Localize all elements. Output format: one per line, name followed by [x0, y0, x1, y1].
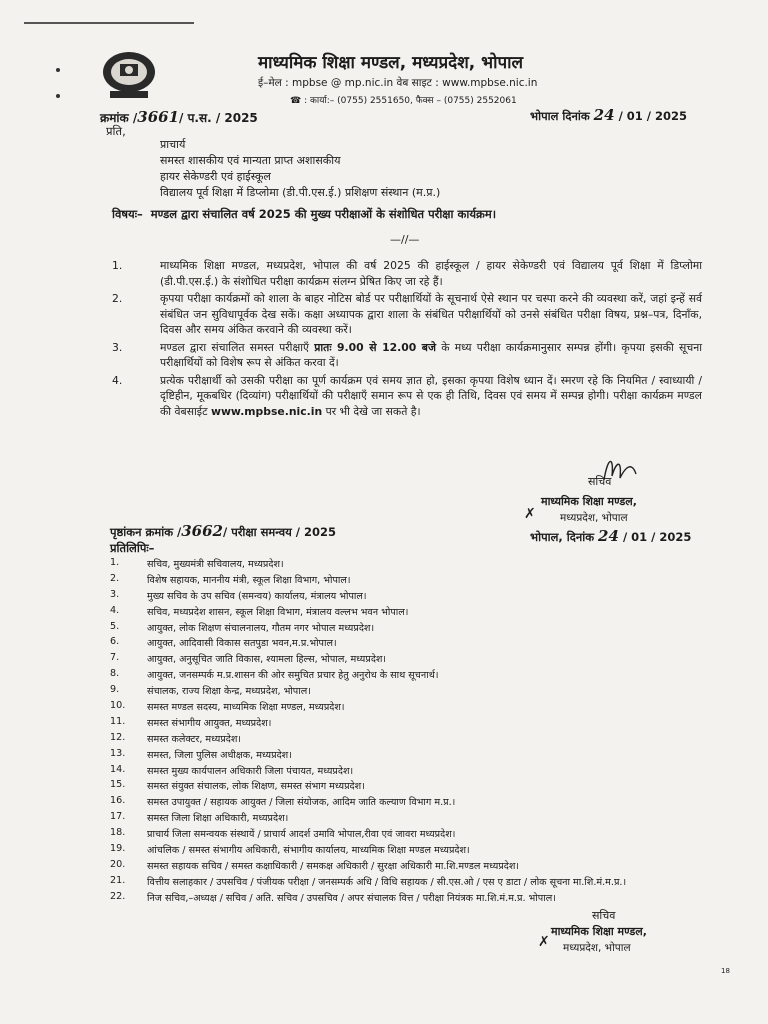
copy-recipient-item — [110, 605, 710, 621]
addressee-line: विद्यालय पूर्व शिक्षा में डिप्लोमा (डी.पी.एस.ई.) प्रशिक्षण संस्थान (म.प्र.) — [160, 186, 441, 199]
copy-recipient-item — [110, 557, 710, 573]
date-prefix: भोपाल दिनांक — [530, 109, 590, 123]
copy-recipient-item — [110, 891, 710, 907]
copy-recipient-number: 18. — [110, 827, 126, 839]
copy-recipient-text: विशेष सहायक, माननीय मंत्री, स्कूल शिक्षा विभाग, भोपाल। — [147, 574, 351, 586]
copy-to-label: प्रतिलिपिः– — [110, 541, 155, 555]
ref-prefix: क्रमांक / — [100, 111, 138, 125]
copy-recipient-text: संचालक, राज्य शिक्षा केन्द्र, मध्यप्रदेश, भोपाल। — [147, 686, 311, 698]
copy-recipient-number: 20. — [110, 858, 126, 870]
letter-date — [530, 106, 687, 124]
top-rule — [24, 22, 194, 24]
copy-recipient-number: 3. — [110, 588, 120, 600]
copy-recipient-text: निज सचिव,–अध्यक्ष / सचिव / अति. सचिव / उपसचिव / अपर संचालक वित्त / परीक्षा नियंत्रक मा.शि.मं.म.प्र. भोपाल। — [147, 892, 556, 904]
paragraph-number: 3. — [112, 340, 123, 354]
copy-recipient-text: समस्त जिला शिक्षा अधिकारी, मध्यप्रदेश। — [147, 813, 289, 825]
copy-recipient-item — [110, 573, 710, 589]
copy-recipient-text: समस्त संयुक्त संचालक, लोक शिक्षण, समस्त संभाग मध्यप्रदेश। — [147, 781, 365, 793]
copy-recipient-text: आयुक्त, अनुसूचित जाति विकास, श्यामला हिल्स, भोपाल, मध्यप्रदेश। — [147, 654, 387, 666]
copy-recipient-item — [110, 827, 710, 843]
copy-recipient-text: समस्त, जिला पुलिस अधीक्षक, मध्यप्रदेश। — [147, 749, 292, 761]
copy-recipient-item — [110, 621, 710, 637]
paragraph — [112, 291, 702, 338]
copy-recipient-item — [110, 636, 710, 652]
signatory-place: मध्यप्रदेश, भोपाल — [560, 512, 628, 524]
copy-recipient-number: 6. — [110, 636, 120, 648]
copy-recipient-number: 16. — [110, 795, 126, 807]
copy-recipient-text: समस्त मुख्य कार्यपालन अधिकारी जिला पंचायत, मध्यप्रदेश। — [147, 765, 354, 777]
copy-recipient-text: आयुक्त, जनसम्पर्क म.प्र.शासन की ओर समुचित प्रचार हेतु अनुरोध के साथ सूचनार्थ। — [147, 670, 439, 682]
signatory-org: माध्यमिक शिक्षा मण्डल, — [551, 925, 647, 938]
ref-number: 3661 — [137, 108, 180, 126]
paragraph-text: माध्यमिक शिक्षा मण्डल, मध्यप्रदेश, भोपाल की वर्ष 2025 की हाईस्कूल / हायर सेकेण्डरी एवं विद्यालय पूर्व शिक्षा में डिप्लोमा (डी.पी.एस.ई.) के संशोधित परीक्षा कार्यक्रम संलग्न प्रेषित किए जा रहे हैं। — [160, 259, 702, 288]
copy-recipient-item — [110, 684, 710, 700]
subject-line — [112, 207, 496, 222]
copy-recipient-item — [110, 652, 710, 668]
endorsement-reference — [110, 522, 336, 540]
punch-mark — [56, 68, 60, 72]
copy-recipient-number: 13. — [110, 747, 126, 759]
date-day: 24 — [598, 527, 619, 545]
copy-recipient-item — [110, 668, 710, 684]
copy-recipient-item — [110, 748, 710, 764]
signatory-title: सचिव — [588, 475, 612, 488]
copy-recipient-text: आंचलिक / समस्त संभागीय अधिकारी, संभागीय कार्यालय, माध्यमिक शिक्षा मण्डल मध्यप्रदेश। — [147, 845, 470, 857]
copy-recipient-item — [110, 700, 710, 716]
copy-recipient-text: समस्त उपायुक्त / सहायक आयुक्त / जिला संयोजक, आदिम जाति कल्याण विभाग म.प्र.। — [147, 797, 456, 809]
copy-recipient-text: समस्त संभागीय आयुक्त, मध्यप्रदेश। — [147, 717, 272, 729]
paragraph-number: 1. — [112, 259, 123, 272]
initial-mark-icon: ✗ — [538, 934, 550, 950]
initial-mark-icon: ✗ — [524, 506, 536, 522]
copy-recipient-item — [110, 589, 710, 605]
paragraph-number: 2. — [112, 292, 123, 305]
paragraph — [112, 340, 702, 371]
copy-recipient-text: समस्त सहायक सचिव / समस्त कक्षाधिकारी / समकक्ष अधिकारी / सुरक्षा अधिकारी मा.शि.मण्डल मध्यप्रदेश। — [147, 860, 520, 872]
paragraph-list — [112, 258, 702, 421]
endorsement-ref-suffix: / परीक्षा समन्वय / 2025 — [222, 525, 336, 539]
copy-recipient-number: 7. — [110, 652, 120, 664]
date-rest: / 01 / 2025 — [622, 530, 692, 544]
signatory-place: मध्यप्रदेश, भोपाल — [563, 942, 631, 954]
copy-recipient-text: प्राचार्य जिला समन्वयक संस्थायें / प्राचार्य आदर्श उमावि भोपाल,रीवा एवं जावरा मध्यप्रदेश। — [147, 829, 456, 841]
signatory-org: माध्यमिक शिक्षा मण्डल, — [541, 495, 637, 508]
copy-recipient-text: आयुक्त, लोक शिक्षण संचालनालय, गौतम नगर भोपाल मध्यप्रदेश। — [147, 622, 375, 634]
copy-recipient-number: 14. — [110, 763, 126, 775]
copy-recipient-number: 8. — [110, 668, 120, 680]
separator: —//— — [390, 233, 420, 246]
copy-recipient-text: सचिव, मध्यप्रदेश शासन, स्कूल शिक्षा विभाग, मंत्रालय वल्लभ भवन भोपाल। — [147, 606, 409, 618]
paragraph-number: 4. — [112, 373, 123, 387]
endorsement-ref-number: 3662 — [181, 522, 223, 540]
salutation: प्रति, — [106, 124, 126, 138]
endorsement-date — [530, 527, 691, 545]
copy-recipient-number: 10. — [110, 700, 126, 712]
copy-recipient-item — [110, 843, 710, 859]
copy-recipient-text: मुख्य सचिव के उप सचिव (समन्वय) कार्यालय, मंत्रालय भोपाल। — [147, 590, 367, 602]
subject-label: विषयः– — [112, 207, 143, 221]
copy-recipient-number: 2. — [110, 572, 120, 584]
copy-recipient-number: 21. — [110, 874, 126, 886]
date-prefix: भोपाल, दिनांक — [530, 530, 595, 544]
contact-email-website: ई–मेल : mpbse @ mp.nic.in वेब साइट : www.mpbse.nic.in — [258, 77, 538, 89]
copy-recipient-text: समस्त मण्डल सदस्य, माध्यमिक शिक्षा मण्डल, मध्यप्रदेश। — [147, 702, 345, 714]
paragraph-text-part: प्रत्येक परीक्षार्थी को उसकी परीक्षा का पूर्ण कार्यक्रम एवं समय ज्ञात हो, इसका कृपया विशेष ध्यान दें। स्मरण रहे कि नियमित / स्वाध्यायी / दृष्टिहीन, मूकबधिर (दिव्यांग) परीक्षार्थियों की परीक्षाएँ समान रूप से एक ही तिथि, दिवस एवं समय में सम्पन्न होगी। परीक्षा कार्यक्रम मण्डल की वेबसाईट — [160, 373, 702, 418]
punch-mark — [56, 94, 60, 98]
addressee-line: प्राचार्य — [160, 138, 186, 151]
copy-recipient-text: वित्तीय सलाहकार / उपसचिव / पंजीयक परीक्षा / जनसम्पर्क अधि / विधि सहायक / सी.एस.ओ / एस ए डाटा / लोक सूचना मा.शि.मं.म.प्र.। — [147, 876, 627, 888]
date-rest: / 01 / 2025 — [618, 109, 687, 123]
paragraph-text: कृपया परीक्षा कार्यक्रमों को शाला के बाहर नोटिस बोर्ड पर परीक्षार्थियों के सूचनार्थ ऐसे स्थान पर चस्पा करने की व्यवस्था करें, जहां इन्हें सर्व संबंधित जन सुविधापूर्वक देख सकें। कक्षा अध्यापक द्वारा शाला के संबंधित परीक्षार्थियों को उनसे संबंधित परीक्षा विषय, प्रश्न–पत्र, दिनाँक, दिवस और समय अंकित करवाने की व्यवस्था करें। — [160, 292, 702, 336]
paragraph-text-part: पर भी देखे जा सकते है। — [322, 404, 421, 418]
copy-recipient-item — [110, 764, 710, 780]
org-name: माध्यमिक शिक्षा मण्डल, मध्यप्रदेश, भोपाल — [258, 53, 524, 73]
copy-recipient-item — [110, 875, 710, 891]
copy-recipient-text: समस्त कलेक्टर, मध्यप्रदेश। — [147, 733, 242, 745]
paragraph-text — [160, 373, 702, 420]
copy-recipient-item — [110, 859, 710, 875]
addressee-block — [160, 137, 440, 201]
paragraph-text-part: मण्डल द्वारा संचालित समस्त परीक्षाएँ — [160, 340, 315, 354]
exam-timing: प्रातः 9.00 से 12.00 बजे — [314, 340, 436, 354]
copy-recipient-number: 22. — [110, 890, 126, 902]
copy-recipient-item — [110, 779, 710, 795]
addressee-line: समस्त शासकीय एवं मान्यता प्राप्त अशासकीय — [160, 154, 341, 167]
copy-recipient-number: 1. — [110, 557, 120, 568]
copy-recipient-text: सचिव, मुख्यमंत्री सचिवालय, मध्यप्रदेश। — [147, 559, 284, 570]
copy-recipient-number: 15. — [110, 779, 126, 791]
copy-recipient-number: 12. — [110, 731, 126, 743]
copy-recipient-number: 4. — [110, 604, 120, 616]
copy-recipient-item — [110, 795, 710, 811]
endorsement-ref-prefix: पृष्ठांकन क्रमांक / — [110, 525, 182, 539]
copy-recipient-number: 9. — [110, 684, 120, 696]
addressee-line: हायर सेकेण्डरी एवं हाईस्कूल — [160, 170, 271, 183]
copy-recipient-list — [110, 557, 710, 907]
copy-recipient-number: 11. — [110, 715, 126, 727]
copy-recipient-item — [110, 811, 710, 827]
copy-recipient-text: आयुक्त, आदिवासी विकास सतपुडा भवन,म.प्र.भोपाल। — [147, 638, 337, 650]
paragraph-text — [160, 340, 702, 371]
copy-recipient-item — [110, 716, 710, 732]
copy-recipient-number: 17. — [110, 811, 126, 823]
page-number: 18 — [721, 967, 730, 975]
date-day: 24 — [593, 106, 615, 124]
board-emblem-icon — [100, 50, 158, 100]
copy-recipient-item — [110, 732, 710, 748]
paragraph — [112, 373, 702, 420]
paragraph — [112, 258, 702, 289]
signatory-title: सचिव — [592, 909, 616, 922]
paragraph-text-part: के मध्य परीक्षा कार्यक्रमानुसार सम्पन्न होंगी। कृपया इसकी सूचना परीक्षार्थियों को विशेष रूप से अंकित करवा दें। — [160, 340, 702, 369]
subject-text: मण्डल द्वारा संचालित वर्ष 2025 की मुख्य परीक्षाओं के संशोधित परीक्षा कार्यक्रम। — [150, 207, 497, 221]
website-link[interactable]: www.mpbse.nic.in — [210, 404, 323, 418]
contact-phone-fax: ☎ : कार्या:– (0755) 2551650, फैक्स – (0755) 2552061 — [290, 96, 517, 106]
ref-suffix: / प.स. / 2025 — [179, 111, 258, 125]
copy-recipient-number: 19. — [110, 843, 126, 855]
copy-recipient-number: 5. — [110, 620, 120, 632]
